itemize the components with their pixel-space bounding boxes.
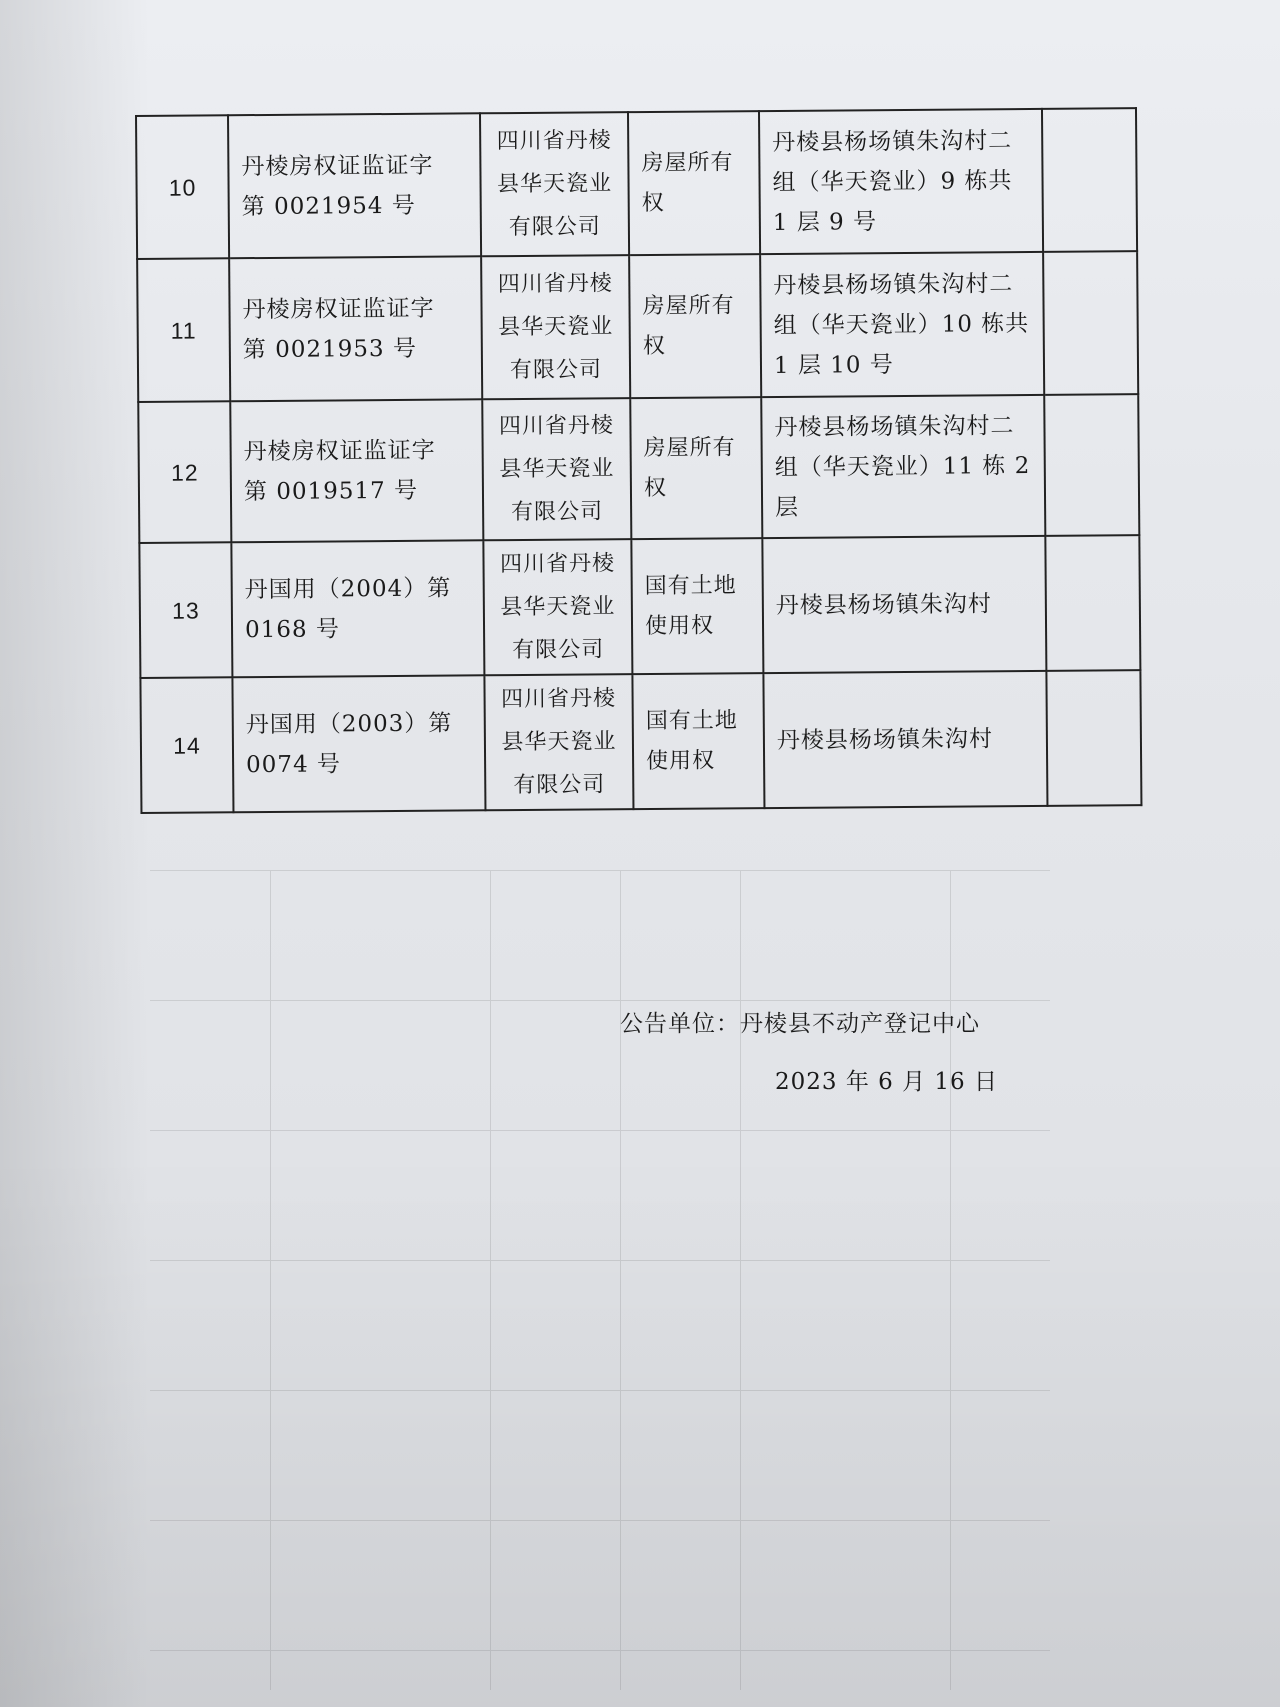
certificate-number: [231, 540, 484, 677]
owner-name: 四川省丹棱县华天瓷业有限公司: [480, 112, 629, 256]
table-row: [138, 394, 1139, 543]
right-type: 房屋所有权: [629, 254, 761, 398]
certificate-line-1: 丹棱房权证监证字: [241, 152, 434, 180]
remark-cell: [1044, 394, 1139, 536]
remark-cell: [1046, 670, 1141, 806]
record-number: 10: [136, 115, 229, 259]
remark-cell: [1043, 251, 1138, 395]
records-table-container: [135, 107, 1155, 814]
notice-unit: 公告单位：丹棱县不动产登记中心: [620, 1011, 980, 1037]
right-type: 国有土地使用权: [631, 538, 763, 674]
certificate-line-2: 第 0019517 号: [243, 477, 419, 505]
certificate-line-1: 丹国用（2004）第: [244, 575, 452, 603]
certificate-number: [232, 675, 485, 812]
certificate-line-1: 丹棱房权证监证字: [242, 295, 435, 323]
record-number: 12: [138, 401, 231, 543]
certificate-line-2: 0168 号: [244, 615, 341, 643]
record-number: 14: [140, 677, 233, 813]
certificate-line-2: 第 0021954 号: [241, 192, 416, 220]
owner-name: 四川省丹棱县华天瓷业有限公司: [483, 539, 632, 675]
owner-name: 四川省丹棱县华天瓷业有限公司: [481, 255, 630, 399]
record-number: 11: [137, 258, 230, 402]
certificate-line-2: 第 0021953 号: [242, 335, 418, 363]
certificate-number: [229, 256, 482, 401]
owner-name: 四川省丹棱县华天瓷业有限公司: [484, 674, 633, 810]
remark-cell: [1042, 108, 1137, 252]
certificate-number: [230, 399, 483, 542]
certificate-line-1: 丹国用（2003）第: [245, 710, 453, 738]
property-location: 丹棱县杨场镇朱沟村二组（华天瓷业）9 栋共 1 层 9 号: [759, 109, 1043, 254]
property-location: 丹棱县杨场镇朱沟村: [763, 671, 1047, 808]
record-number: 13: [139, 542, 232, 678]
property-location: 丹棱县杨场镇朱沟村二组（华天瓷业）11 栋 2 层: [761, 395, 1045, 538]
remark-cell: [1045, 535, 1140, 671]
records-table-body: [136, 108, 1141, 813]
table-row: [136, 108, 1137, 259]
show-through-grid: [150, 840, 1130, 1700]
right-type: 房屋所有权: [628, 111, 760, 255]
table-row: [140, 670, 1141, 813]
owner-name: 四川省丹棱县华天瓷业有限公司: [482, 398, 631, 540]
table-row: [137, 251, 1138, 402]
certificate-line-2: 0074 号: [246, 750, 342, 778]
table-row: [139, 535, 1140, 678]
certificate-line-1: 丹棱房权证监证字: [243, 437, 436, 465]
property-location: 丹棱县杨场镇朱沟村二组（华天瓷业）10 栋共 1 层 10 号: [760, 252, 1044, 397]
right-type: 国有土地使用权: [632, 673, 764, 809]
right-type: 房屋所有权: [630, 397, 762, 539]
notice-date: 2023 年 6 月 16 日: [775, 1069, 998, 1095]
certificate-number: [228, 113, 481, 258]
property-location: 丹棱县杨场镇朱沟村: [762, 536, 1046, 673]
records-table: [135, 107, 1142, 814]
